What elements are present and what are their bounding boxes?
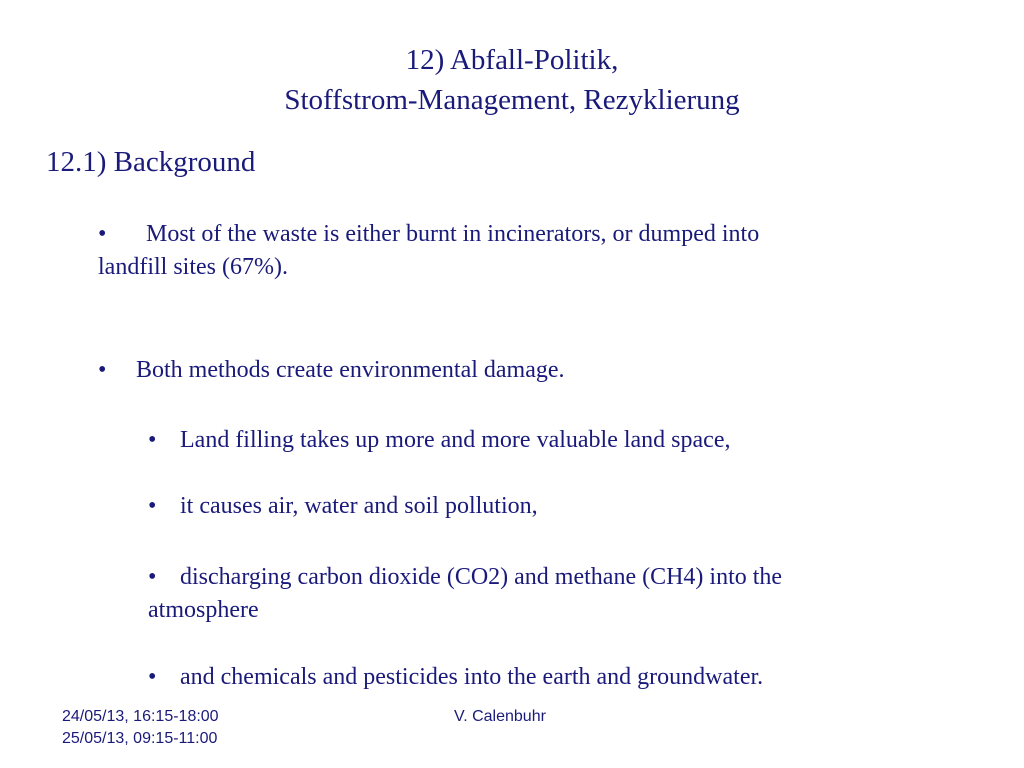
footer-date-line1: 24/05/13, 16:15-18:00: [62, 708, 219, 725]
sub-bullet-point: [148, 490, 538, 523]
bullet-icon: •: [98, 357, 107, 383]
slide-title-line2: Stoffstrom-Management, Rezyklierung: [284, 84, 740, 116]
sub-bullet-text: and chemicals and pesticides into the earth and groundwater.: [180, 664, 764, 690]
footer-author: V. Calenbuhr: [454, 708, 546, 725]
bullet-text: Most of the waste is either burnt in incinerators, or dumped into: [146, 221, 760, 247]
bullet-icon: •: [98, 221, 107, 247]
bullet-icon: •: [148, 664, 157, 690]
bullet-point: [98, 354, 565, 387]
slide-title-line1: 12) Abfall-Politik,: [405, 44, 619, 76]
bullet-icon: •: [148, 493, 157, 519]
slide-title: [0, 40, 1024, 120]
bullet-icon: •: [148, 564, 157, 590]
sub-bullet-text: it causes air, water and soil pollution,: [180, 493, 538, 519]
section-heading: 12.1) Background: [46, 146, 256, 178]
sub-bullet-point: [148, 661, 763, 694]
bullet-text: Both methods create environmental damage.: [136, 357, 565, 383]
sub-bullet-text-continuation: atmosphere: [148, 597, 259, 623]
sub-bullet-text: discharging carbon dioxide (CO2) and methane (CH4) into the: [180, 564, 783, 590]
sub-bullet-text: Land filling takes up more and more valuable land space,: [180, 427, 731, 453]
sub-bullet-point: [148, 561, 782, 627]
footer-date: [62, 706, 219, 750]
bullet-icon: •: [148, 427, 157, 453]
bullet-point: [98, 218, 759, 284]
footer-date-line2: 25/05/13, 09:15-11:00: [62, 730, 218, 747]
sub-bullet-point: [148, 424, 730, 457]
bullet-text-continuation: landfill sites (67%).: [98, 254, 288, 280]
